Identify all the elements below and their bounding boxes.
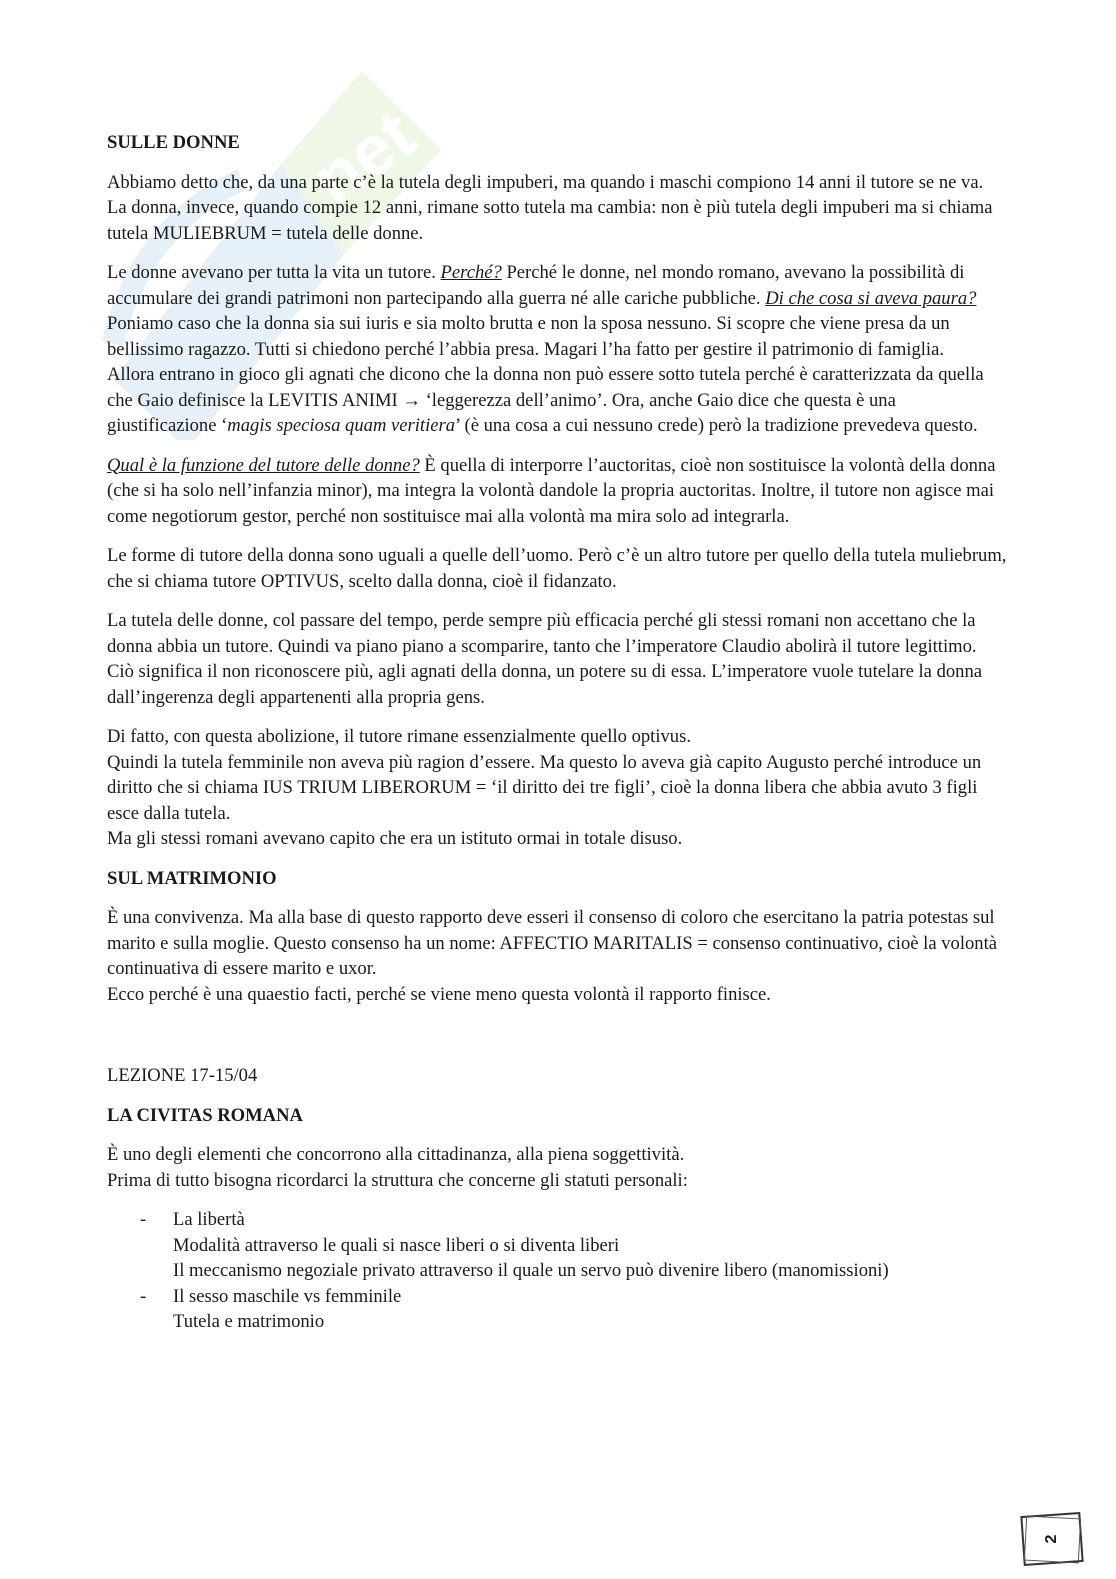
- text: Poniamo caso che la donna sia sui iuris e sia molto brutta e non la sposa nessuno. Si scopre che viene presa da un bellissimo ragazzo. Tutti si chiedono perché l’abbia presa. Magari l’ha fatto per gestire il patrimonio di famiglia.: [107, 313, 950, 360]
- text: Perché le donne, nel mondo romano, avevano la possibilità di accumulare dei grandi patrimoni non partecipando alla guerra né alle cariche pubbliche.: [107, 262, 965, 309]
- list-line: Il meccanismo negoziale privato attraverso il quale un servo può divenire libero (manomissioni): [173, 1260, 889, 1281]
- latin-quote: magis speciosa quam veritiera: [227, 415, 456, 436]
- dash-bullet: -: [140, 1209, 147, 1230]
- section-heading-donne: SULLE DONNE: [107, 132, 240, 153]
- text: Ma gli stessi romani avevano capito che era un istituto ormai in totale disuso.: [107, 828, 683, 849]
- page-number-badge: [1022, 1514, 1082, 1564]
- text: Quindi la tutela femminile non aveva più ragion d’essere. Ma questo lo aveva già capito Augusto perché introduce un diritto che si chiama IUS TRIUM LIBERORUM = ‘il diritto dei tre figli’, cioè la donna libera che abbia avuto 3 figli esce dalla tutela.: [107, 751, 982, 824]
- paragraph: Abbiamo detto che, da una parte c’è la tutela degli impuberi, ma quando i maschi compiono 14 anni il tutore se ne va. La donna, invece, quando compie 12 anni, rimane sotto tutela ma cambia: non è più tutela degli impuberi ma si chiama tutela MULIEBRUM = tutela delle donne.: [107, 171, 993, 244]
- lesson-label: LEZIONE 17-15/04: [107, 1065, 258, 1086]
- text: È quella di interporre l’auctoritas, cioè non sostituisce la volontà della donna (che si ha solo nell’infanzia minor), ma integra la volontà dandole la propria auctoritas. Inoltre, il tutore non agisce mai come negotiorum gestor, perché non sostituisce mai alla volontà ma mira solo ad integrarla.: [107, 454, 996, 527]
- text: È una convivenza. Ma alla base di questo rapporto deve esseri il consenso di coloro che esercitano la patria potestas sul marito e sulla moglie. Questo consenso ha un nome: AFFECTIO MARITALIS = consenso continuativo, cioè la volontà continuativa di essere marito e uxor.: [107, 907, 998, 979]
- question-text: Qual è la funzione del tutore delle donne?: [107, 454, 420, 476]
- list-line: Il sesso maschile vs femminile: [173, 1285, 402, 1307]
- section-heading-matrimonio: SUL MATRIMONIO: [107, 867, 277, 889]
- paragraph: [107, 453, 1007, 530]
- section-heading-civitas: LA CIVITAS ROMANA: [107, 1104, 303, 1126]
- text: Ecco perché è una quaestio facti, perché se viene meno questa volontà il rapporto finisce.: [107, 983, 771, 1005]
- text: Allora entrano in gioco gli agnati che dicono che la donna non può essere sotto tutela perché è caratterizzata da quella che Gaio definisce la LEVITIS ANIMI → ‘leggerezza dell’animo’. Ora, anche Gaio dice che questa è una giustificazione ‘: [107, 364, 984, 436]
- page-number: 2: [1043, 1534, 1060, 1544]
- status-list: [107, 1207, 1007, 1335]
- spacer: [107, 1021, 1007, 1063]
- dash-bullet: -: [140, 1285, 147, 1307]
- text: È uno degli elementi che concorrono alla cittadinanza, alla piena soggettività.: [107, 1144, 685, 1165]
- list-line: Modalità attraverso le quali si nasce liberi o si diventa liberi: [173, 1234, 620, 1256]
- paragraph: Le forme di tutore della donna sono uguali a quelle dell’uomo. Però c’è un altro tutore per quello della tutela muliebrum, che si chiama tutore OPTIVUS, scelto dalla donna, cioè il fidanzato.: [107, 545, 1007, 592]
- paragraph: La tutela delle donne, col passare del tempo, perde sempre più efficacia perché gli stessi romani non accettano che la donna abbia un tutore. Quindi va piano piano a scomparire, tanto che l’imperatore Claudio abolirà il tutore legittimo. Ciò significa il non riconoscere più, agli agnati della donna, un potere su di essa. L’imperatore vuole tutelare la donna dall’ingerenza degli appartenenti alla propria gens.: [107, 610, 983, 708]
- watermark-text: net: [298, 94, 429, 219]
- text: Prima di tutto bisogna ricordarci la struttura che concerne gli statuti personali:: [107, 1169, 688, 1191]
- list-line: Tutela e matrimonio: [173, 1311, 325, 1332]
- list-line: La libertà: [173, 1209, 245, 1230]
- paragraph: [107, 724, 1007, 852]
- paragraph: [107, 905, 1007, 1007]
- question-text: Perché?: [440, 262, 502, 283]
- list-item: [107, 1207, 1007, 1284]
- text: Di fatto, con questa abolizione, il tutore rimane essenzialmente quello optivus.: [107, 726, 691, 747]
- paragraph: [107, 1142, 1007, 1193]
- text: Le donne avevano per tutta la vita un tutore.: [107, 262, 441, 283]
- paragraph: [107, 260, 1007, 439]
- text: ’ (è una cosa a cui nessuno crede) però la tradizione prevedeva questo.: [455, 415, 978, 436]
- document-page: [107, 130, 1007, 1335]
- list-item: [107, 1284, 1007, 1335]
- question-text: Di che cosa si aveva paura?: [765, 287, 977, 309]
